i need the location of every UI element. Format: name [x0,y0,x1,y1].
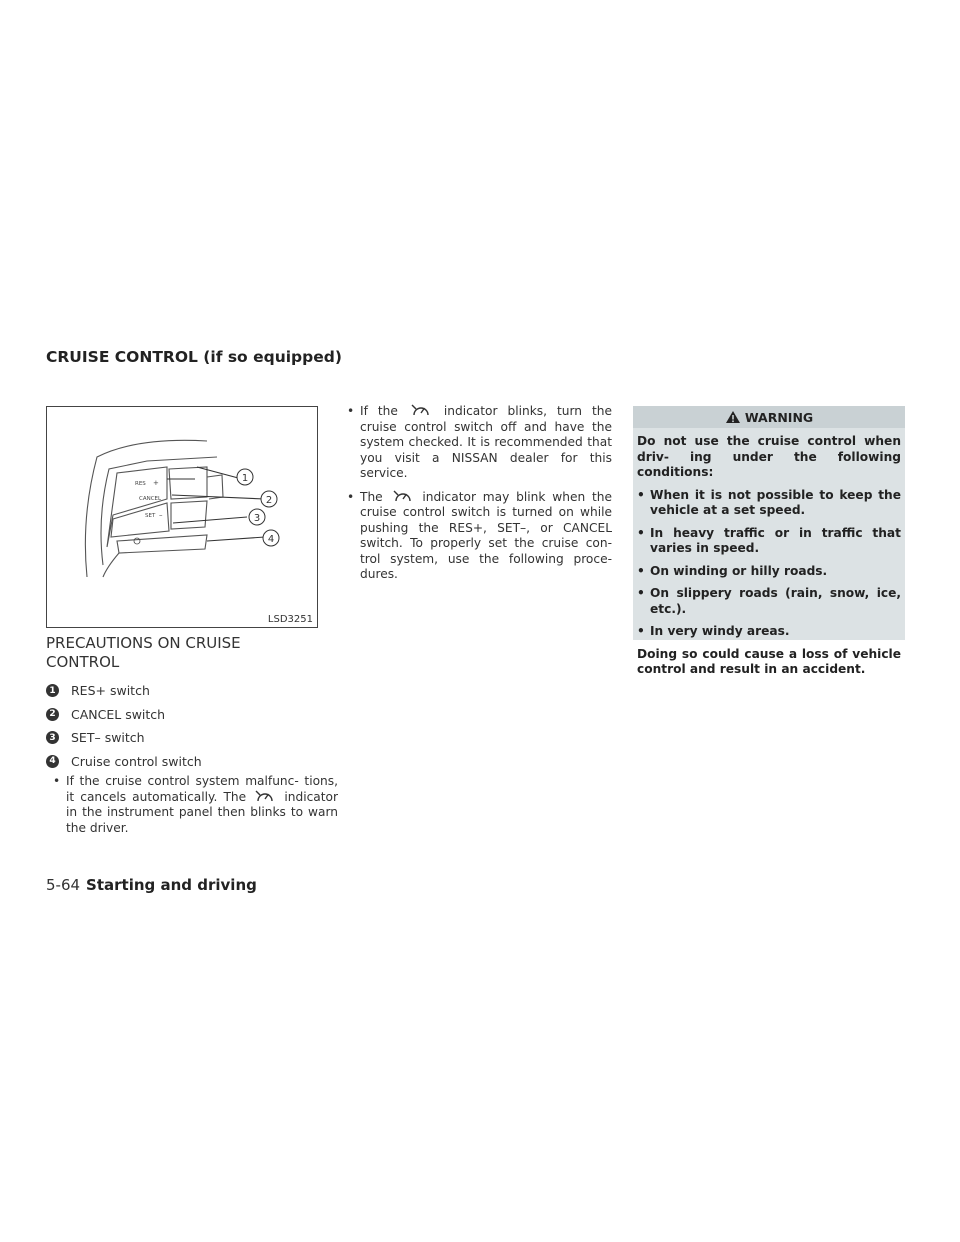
indicator-bullets [340,404,612,591]
warning-header [633,406,905,428]
cancel-label: CANCEL [139,496,162,502]
warning-box [633,406,905,676]
warning-item-text: On slippery roads (rain, snow, ice, etc.). [650,586,901,616]
set-label: SET [145,513,156,519]
bullet-dot: • [637,586,645,600]
section-title: CRUISE CONTROL (if so equipped) [46,348,342,366]
callout-label-1: RES+ switch [71,683,150,699]
cruise-switch-icon [134,538,140,544]
warning-outro: Doing so could cause a loss of vehicle control and result in an accident. [637,646,901,676]
callout-label-3: SET– switch [71,730,145,746]
callout-badge-1: 1 [46,684,59,697]
bullet-dot: • [637,563,645,578]
malfunction-text-after: indicator in the instrument panel then blinks to warn the driver. [66,789,338,835]
cruise-indicator-icon [411,404,431,417]
warning-intro: Do not use the cruise control when driv- ing under the following conditions: [637,434,901,479]
minus-label: – [159,511,163,519]
malfunction-text-before: If the cruise control system malfunc- tions, it cancels automatically. The [66,774,338,804]
cruise-indicator-icon [393,490,413,503]
callout-label-4: Cruise control switch [71,753,202,769]
bullet-dot: • [637,487,645,502]
warning-item [637,488,901,519]
plus-label: + [153,479,159,487]
chapter-title: Starting and driving [86,876,257,894]
warning-triangle-icon [725,410,741,424]
page-number: 5-64 [46,876,81,894]
indicator-blinks-after: indicator blinks, turn the cruise control switch off and have the system checked. It is recommended that you visit a NISSAN dealer for this service. [360,404,613,480]
callout-number-3: 3 [253,513,261,524]
indicator-may-blink-before: The [360,489,383,504]
warning-item [637,586,901,617]
callout-badge-2: 2 [46,708,59,721]
figure-code: LSD3251 [267,614,313,625]
warning-item-text: In very windy areas. [650,624,790,638]
cruise-indicator-icon [255,790,275,803]
indicator-blinks-bullet [340,404,612,482]
bullet-dot: • [637,624,645,638]
bullet-dot: • [347,489,355,504]
indicator-may-blink-after: indicator may blink when the cruise control switch is turned on while pushing the RES+, SET–, or CANCEL switch. To properly set the cruise con- trol system, use the following proce- dures. [360,489,613,581]
warning-item [637,564,901,580]
steering-wheel-switch-drawing [47,407,317,627]
res-label: RES [135,481,146,487]
callout-badge-4: 4 [46,755,59,768]
warning-item-text: In heavy traffic or in traffic that varies in speed. [650,525,901,555]
callout-label-2: CANCEL switch [71,706,166,722]
callout-item-2 [46,703,318,727]
indicator-blinks-before: If the [360,404,398,418]
warning-item [637,526,901,557]
bullet-dot: • [347,404,355,418]
warning-item-text: When it is not possible to keep the vehicle at a set speed. [650,487,901,517]
callout-number-4: 4 [267,534,275,545]
callout-number-2: 2 [265,495,273,506]
callout-item-1 [46,679,318,703]
bullet-dot: • [53,774,61,788]
callout-number-1: 1 [241,473,249,484]
bullet-dot: • [637,525,645,540]
warning-title: WARNING [744,409,814,425]
malfunction-bullet [46,774,338,836]
warning-item [637,624,901,640]
callout-badge-3: 3 [46,731,59,744]
page-footer [46,876,257,894]
callout-item-4 [46,750,318,774]
warning-body [633,428,905,678]
callout-legend [46,679,318,773]
subheading: PRECAUTIONS ON CRUISE CONTROL [46,634,241,671]
warning-item-text: On winding or hilly roads. [650,563,828,578]
callout-item-3 [46,726,318,750]
steering-switch-illustration [46,406,318,628]
indicator-may-blink-bullet [340,490,612,583]
